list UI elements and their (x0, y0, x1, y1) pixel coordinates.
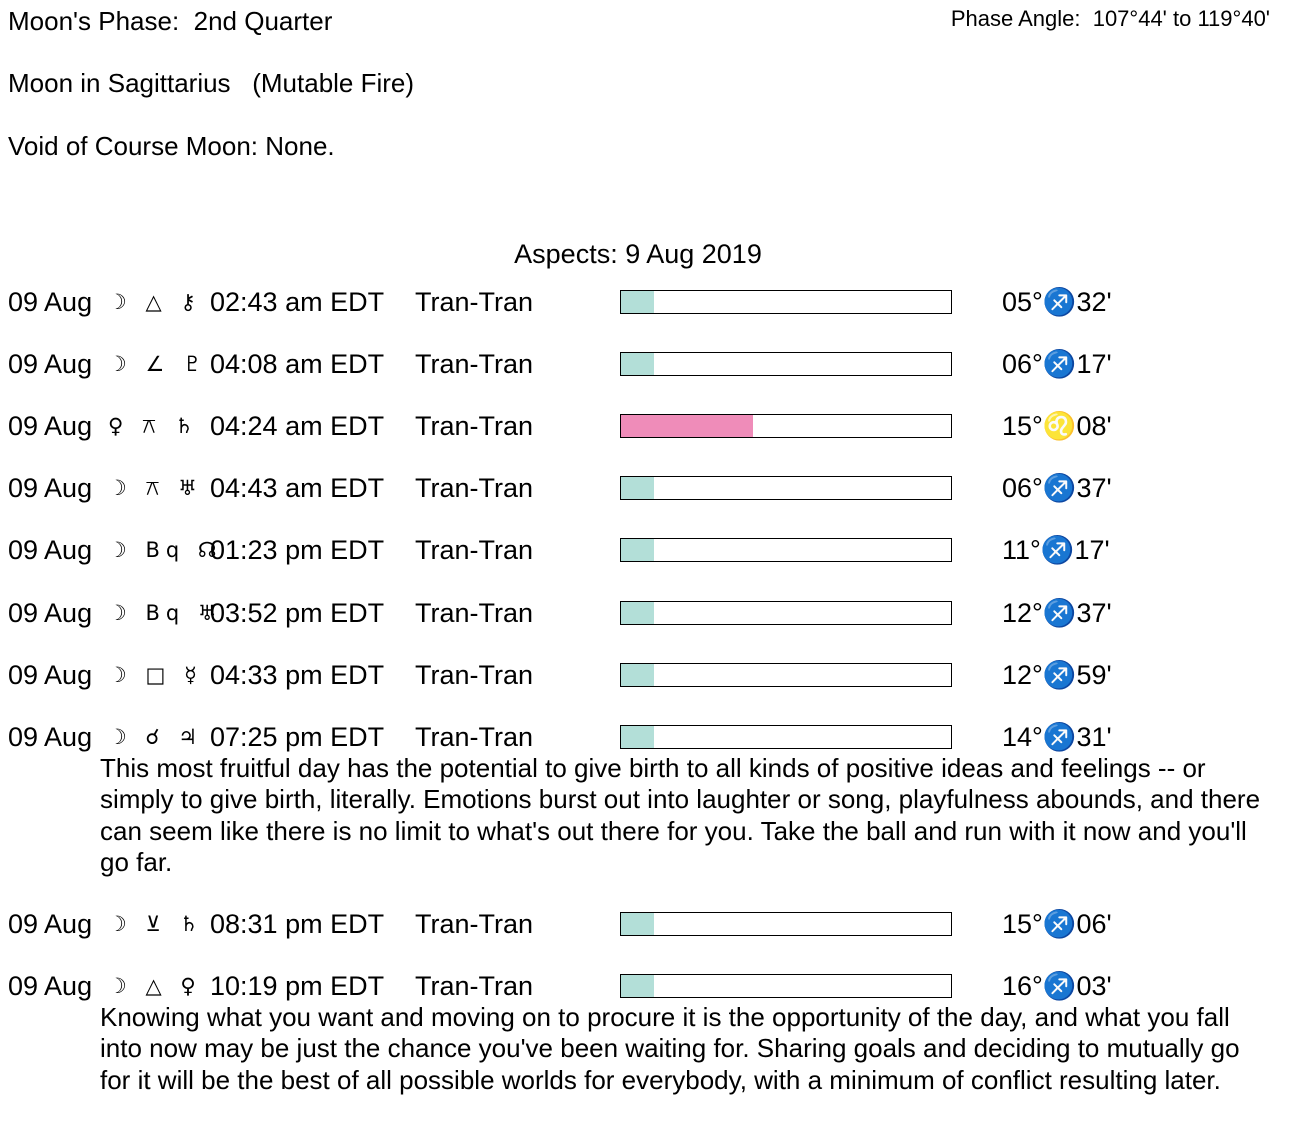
aspect-position: 15°♌08' (1002, 411, 1112, 441)
aspect-symbols: ☽ △ ⚷ (108, 290, 202, 314)
aspect-row (0, 346, 1302, 382)
strength-bar (620, 601, 952, 625)
aspect-type: Tran-Tran (415, 722, 534, 752)
aspect-time: 03:52 pm EDT (210, 598, 385, 628)
strength-bar-fill (621, 353, 654, 375)
strength-bar-fill (621, 664, 654, 686)
aspect-time: 04:43 am EDT (210, 473, 385, 503)
aspect-row (0, 284, 1302, 320)
strength-bar-fill (621, 415, 753, 437)
aspect-symbols: ☽ Bq ☊ (108, 538, 223, 562)
aspect-position: 12°♐59' (1002, 660, 1112, 690)
aspect-type: Tran-Tran (415, 598, 534, 628)
strength-bar (620, 725, 952, 749)
void-of-course: Void of Course Moon: None. (8, 131, 335, 161)
phase-angle: Phase Angle: 107°44' to 119°40' (950, 6, 1270, 31)
aspect-row (0, 470, 1302, 506)
aspect-type: Tran-Tran (415, 287, 534, 317)
aspect-type: Tran-Tran (415, 473, 534, 503)
strength-bar-fill (621, 477, 654, 499)
aspect-date: 09 Aug (8, 473, 93, 503)
strength-bar (620, 290, 952, 314)
aspect-position: 15°♐06' (1002, 909, 1112, 939)
aspect-row (0, 968, 1302, 1004)
aspect-time: 02:43 am EDT (210, 287, 385, 317)
aspect-row (0, 408, 1302, 444)
strength-bar (620, 663, 952, 687)
aspect-type: Tran-Tran (415, 909, 534, 939)
aspect-date: 09 Aug (8, 660, 93, 690)
aspects-title: Aspects: 9 Aug 2019 (514, 239, 762, 269)
aspect-position: 06°♐17' (1002, 349, 1112, 379)
aspect-time: 10:19 pm EDT (210, 971, 385, 1001)
aspect-symbols: ♀ ⚻ ♄ (108, 414, 200, 438)
aspect-time: 08:31 pm EDT (210, 909, 385, 939)
aspect-date: 09 Aug (8, 722, 93, 752)
aspect-row (0, 719, 1302, 755)
aspect-symbols: ☽ △ ♀ (108, 974, 202, 998)
aspect-symbols: ☽ ☌ ♃ (108, 725, 204, 749)
strength-bar-fill (621, 291, 654, 313)
moon-phase: Moon's Phase: 2nd Quarter (8, 6, 333, 36)
aspect-position: 14°♐31' (1002, 722, 1112, 752)
aspect-type: Tran-Tran (415, 660, 534, 690)
aspect-row (0, 906, 1302, 942)
aspect-symbols: ☽ □ ☿ (108, 663, 203, 687)
strength-bar (620, 352, 952, 376)
aspect-date: 09 Aug (8, 287, 93, 317)
aspect-time: 04:08 am EDT (210, 349, 385, 379)
aspect-type: Tran-Tran (415, 411, 534, 441)
aspect-symbols: ☽ ⚻ ♅ (108, 476, 203, 500)
strength-bar (620, 912, 952, 936)
strength-bar-fill (621, 913, 654, 935)
aspect-time: 01:23 pm EDT (210, 535, 385, 565)
aspect-position: 12°♐37' (1002, 598, 1112, 628)
aspect-date: 09 Aug (8, 535, 93, 565)
strength-bar-fill (621, 975, 654, 997)
aspect-date: 09 Aug (8, 971, 93, 1001)
aspect-type: Tran-Tran (415, 349, 534, 379)
aspect-symbols: ☽ Bq ♅ (108, 601, 223, 625)
aspect-type: Tran-Tran (415, 971, 534, 1001)
aspect-type: Tran-Tran (415, 535, 534, 565)
aspect-row (0, 595, 1302, 631)
aspect-row (0, 657, 1302, 693)
strength-bar-fill (621, 602, 654, 624)
aspect-date: 09 Aug (8, 411, 93, 441)
aspect-position: 16°♐03' (1002, 971, 1112, 1001)
moon-sign: Moon in Sagittarius (Mutable Fire) (8, 68, 415, 98)
aspect-row (0, 532, 1302, 568)
strength-bar (620, 414, 952, 438)
aspect-symbols: ☽ ⊻ ♄ (108, 912, 205, 936)
aspect-description: This most fruitful day has the potential to give birth to all kinds of positive ideas and feelings -- or simply to give birth, literally. Emotions burst out into laughter or song, playfulness abounds, and there can seem like there is no limit to what's out there for you. Take the ball and run with it now and you'll go far. (100, 753, 1261, 877)
aspect-date: 09 Aug (8, 349, 93, 379)
aspect-description: Knowing what you want and moving on to procure it is the opportunity of the day, and what you fall into now may be just the chance you've been waiting for. Sharing goals and deciding to mutually go for it will be the best of all possible worlds for everybody, with a minimum of conflict resulting later. (100, 1002, 1240, 1095)
strength-bar (620, 476, 952, 500)
aspect-position: 05°♐32' (1002, 287, 1112, 317)
strength-bar-fill (621, 726, 654, 748)
strength-bar (620, 538, 952, 562)
aspect-time: 07:25 pm EDT (210, 722, 385, 752)
aspect-time: 04:33 pm EDT (210, 660, 385, 690)
aspect-date: 09 Aug (8, 598, 93, 628)
strength-bar (620, 974, 952, 998)
aspect-position: 06°♐37' (1002, 473, 1112, 503)
aspect-symbols: ☽ ∠ ♇ (108, 352, 208, 376)
aspect-time: 04:24 am EDT (210, 411, 385, 441)
aspect-date: 09 Aug (8, 909, 93, 939)
strength-bar-fill (621, 539, 654, 561)
aspect-position: 11°♐17' (1002, 535, 1110, 565)
